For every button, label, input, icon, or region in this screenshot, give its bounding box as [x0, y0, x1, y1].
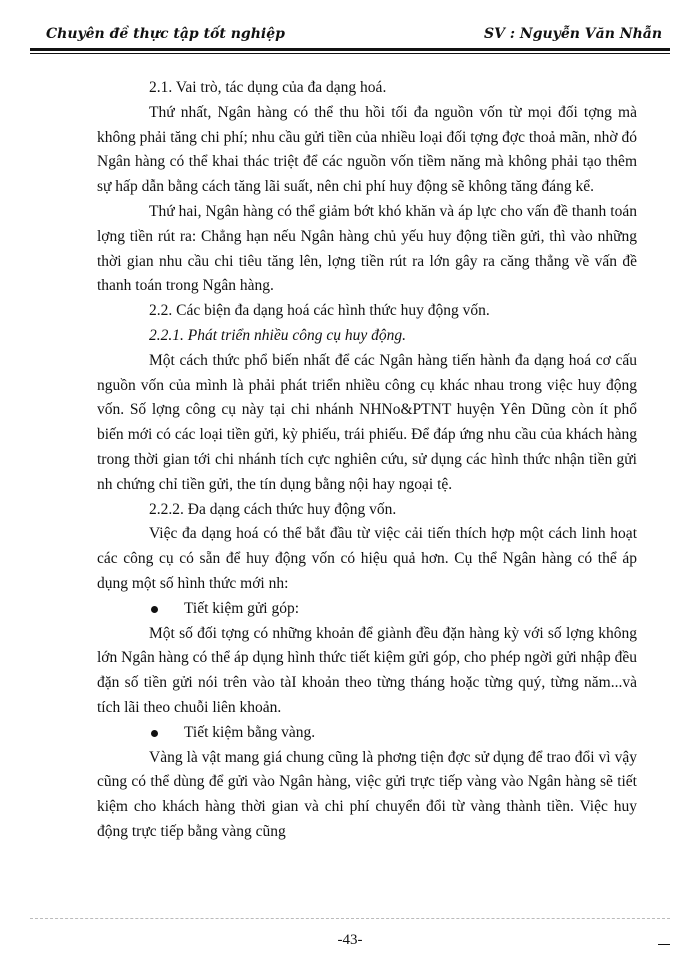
- bullet-icon: [151, 606, 158, 613]
- header-title: Chuyên đề thực tập tốt nghiệp: [46, 26, 285, 42]
- footer-dash: [658, 944, 670, 945]
- header-rule-thin: [30, 53, 670, 54]
- paragraph: Một cách thức phổ biến nhất để các Ngân hàng tiến hành đa dạng hoá cơ cấu nguồn vốn của mình là phải phát triển nhiều công cụ khác nhau trong việc huy động vốn. Số lợng công cụ này tại chi nhánh NHNo&PTNT huyện Yên Dũng còn ít phổ biến mới có các loại tiền gửi, kỳ phiếu, trái phiếu. Để đáp ứng nhu cầu của khách hàng trong thời gian tới chi nhánh tích cực nghiên cứu, sử dụng các hình thức nhận tiền gửi nh chứng chỉ tiền gửi, the tín dụng bằng nội hay ngoại tệ.: [97, 351, 637, 493]
- document-body: [97, 76, 637, 845]
- page-number: -43-: [337, 932, 363, 948]
- subsection-heading-2-2-1: 2.2.1. Phát triển nhiều công cụ huy động.: [149, 326, 406, 344]
- bullet-icon: [151, 730, 158, 737]
- section-heading-2-1: 2.1. Vai trò, tác dụng của đa dạng hoá.: [149, 79, 387, 96]
- section-heading-2-2: 2.2. Các biện đa dạng hoá các hình thức huy động vốn.: [149, 302, 490, 320]
- bullet-item: [97, 597, 637, 622]
- paragraph: Việc đa dạng hoá có thể bắt đầu từ việc cải tiến thích hợp một cách linh hoạt các công cụ có sẵn để huy động vốn có hiệu quả hơn. Cụ thể Ngân hàng có thể áp dụng một số hình thức mới nh:: [97, 525, 637, 592]
- header-author: SV : Nguyễn Văn Nhẫn: [484, 26, 662, 42]
- paragraph: Thứ nhất, Ngân hàng có thể thu hồi tối đa nguồn vốn từ mọi đối tợng mà không phải tăng chi phí; nhu cầu gửi tiền của nhiều loại đối tợng đợc thoả mãn, nhờ đó Ngân hàng có thể khai thác triệt để các nguồn vốn tiềm năng mà không phải tạo thêm sự hấp dẫn bằng cách tăng lãi suất, nên chi phí huy động sẽ không tăng đáng kể.: [97, 103, 637, 196]
- header-rule: [30, 48, 670, 51]
- page-header: [30, 20, 670, 48]
- paragraph: Vàng là vật mang giá chung cũng là phơng tiện đợc sử dụng để trao đổi vì vậy cũng có thể dùng để gửi vào Ngân hàng, việc gửi trực tiếp vàng vào Ngân hàng sẽ tiết kiệm cho khách hàng thời gian và chi phí chuyển đổi từ vàng thành tiền. Việc huy động trực tiếp bằng vàng cũng: [97, 748, 637, 840]
- paragraph: Một số đối tợng có những khoản để giành đều đặn hàng kỳ với số lợng không lớn Ngân hàng có thể áp dụng hình thức tiết kiệm gửi góp, cho phép ngời gửi nhập đều đặn số tiền gửi nói trên vào tàI khoản theo từng tháng hoặc từng quý, từng năm...và tích lãi theo chuỗi liên khoản.: [97, 624, 637, 716]
- footer-rule: [30, 918, 670, 919]
- bullet-text: Tiết kiệm gửi góp:: [184, 599, 300, 617]
- bullet-item: [97, 721, 637, 746]
- paragraph: Thứ hai, Ngân hàng có thể giảm bớt khó khăn và áp lực cho vấn đề thanh toán lợng tiền rút ra: Chẳng hạn nếu Ngân hàng chủ yếu huy động tiền gửi, thì vào những thời gian nhu cầu chi tiêu tăng lên, lợng tiền rút ra lớn gây ra căng thẳng về vấn đề thanh toán trong Ngân hàng.: [97, 202, 637, 295]
- bullet-text: Tiết kiệm bằng vàng.: [184, 723, 316, 741]
- subsection-heading-2-2-2: 2.2.2. Đa dạng cách thức huy động vốn.: [149, 500, 397, 518]
